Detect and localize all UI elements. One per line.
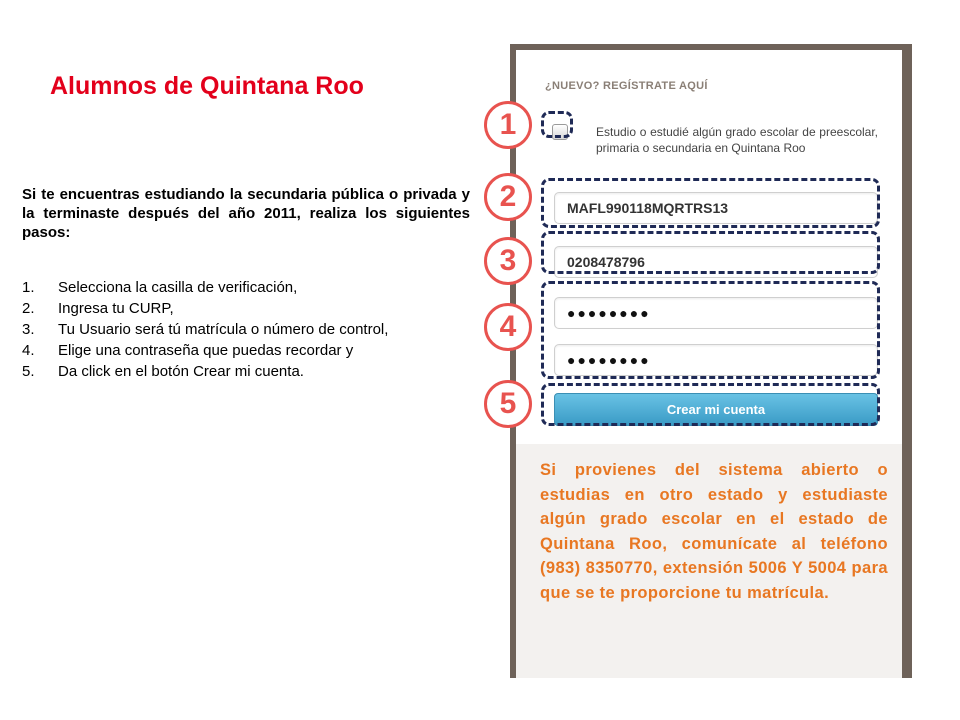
password-field[interactable]: ●●●●●●●● <box>554 297 878 329</box>
step-text: Elige una contraseña que puedas recordar y <box>58 342 354 359</box>
page-title: Alumnos de Quintana Roo <box>50 72 364 100</box>
step-number: 2. <box>22 300 35 317</box>
highlight-curp <box>541 178 880 228</box>
curp-field[interactable]: MAFL990118MQRTRS13 <box>554 192 878 224</box>
info-note: Si provienes del sistema abierto o estudias en otro estado y estudiaste algún grado escolar en el estado de Quintana Roo, comunícate al teléfono (983) 8350770, extensión 5006 Y 5004 para que se te proporcione tu matrícula. <box>540 461 888 602</box>
step-number: 1. <box>22 279 35 296</box>
list-item <box>22 277 482 298</box>
confirm-password-field[interactable]: ●●●●●●●● <box>554 344 878 376</box>
step-badge-1: 1 <box>484 101 532 149</box>
step-badge-3: 3 <box>484 237 532 285</box>
highlight-username <box>541 231 880 274</box>
step-text: Selecciona la casilla de verificación, <box>58 279 298 296</box>
steps-list <box>22 277 482 382</box>
step-badge-2: 2 <box>484 173 532 221</box>
list-item <box>22 319 482 340</box>
highlight-checkbox <box>541 111 573 138</box>
username-field[interactable]: 0208478796 <box>554 246 878 278</box>
step-number: 5. <box>22 363 35 380</box>
step-number: 4. <box>22 342 35 359</box>
step-text: Tu Usuario será tú matrícula o número de control, <box>58 321 389 338</box>
list-item <box>22 340 482 361</box>
step-number: 3. <box>22 321 35 338</box>
form-header: ¿NUEVO? REGÍSTRATE AQUÍ <box>545 80 708 92</box>
intro-text: Si te encuentras estudiando la secundaria pública o privada y la terminaste después del año 2011, realiza los siguientes pasos: <box>22 186 470 241</box>
list-item <box>22 361 482 382</box>
step-text: Ingresa tu CURP, <box>58 300 174 317</box>
list-item <box>22 298 482 319</box>
step-badge-5: 5 <box>484 380 532 428</box>
highlight-button <box>541 383 880 426</box>
create-account-button[interactable]: Crear mi cuenta <box>554 393 878 426</box>
step-badge-4: 4 <box>484 303 532 351</box>
highlight-passwords <box>541 281 880 379</box>
checkbox-label: Estudio o estudié algún grado escolar de preescolar, primaria o secundaria en Quintana Roo <box>596 125 878 155</box>
step-text: Da click en el botón Crear mi cuenta. <box>58 363 304 380</box>
